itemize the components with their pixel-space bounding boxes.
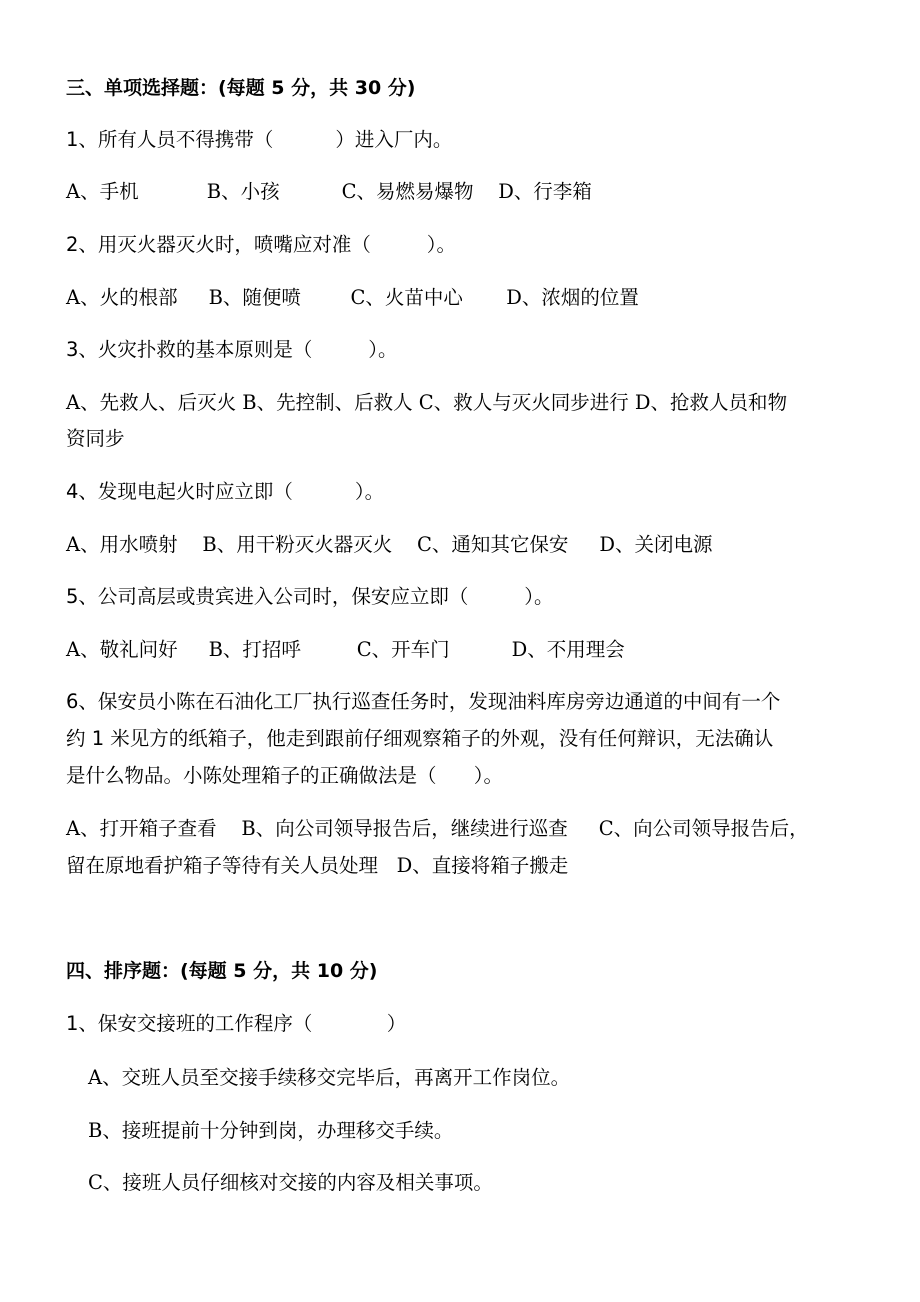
question-5-options: A、敬礼问好 B、打招呼 C、开车门 D、不用理会 bbox=[66, 638, 625, 661]
question-1-options: A、手机 B、小孩 C、易燃易爆物 D、行李箱 bbox=[66, 180, 592, 203]
ordering-item-b: B、接班提前十分钟到岗，办理移交手续。 bbox=[88, 1119, 454, 1142]
question-3-options-line-2: 资同步 bbox=[66, 427, 125, 450]
question-1-stem: 1、所有人员不得携带（ ）进入厂内。 bbox=[66, 128, 453, 151]
question-4-options: A、用水喷射 B、用干粉灭火器灭火 C、通知其它保安 D、关闭电源 bbox=[66, 533, 713, 556]
ordering-item-a: A、交班人员至交接手续移交完毕后，再离开工作岗位。 bbox=[88, 1066, 571, 1089]
question-3-options-line-1: A、先救人、后灭火 B、先控制、后救人 C、救人与灭火同步进行 D、抢救人员和物 bbox=[66, 391, 788, 414]
question-6-stem-line-3: 是什么物品。小陈处理箱子的正确做法是（ ）。 bbox=[66, 764, 503, 787]
ordering-item-c: C、接班人员仔细核对交接的内容及相关事项。 bbox=[88, 1171, 493, 1194]
section-4-heading: 四、排序题：(每题 5 分，共 10 分) bbox=[66, 960, 378, 982]
section-3-heading: 三、单项选择题：(每题 5 分，共 30 分) bbox=[66, 77, 416, 99]
question-4-stem: 4、发现电起火时应立即（ ）。 bbox=[66, 480, 385, 503]
question-2-stem: 2、用灭火器灭火时，喷嘴应对准（ ）。 bbox=[66, 233, 456, 256]
question-3-stem: 3、火灾扑救的基本原则是（ ）。 bbox=[66, 338, 398, 361]
question-6-options-line-2: 留在原地看护箱子等待有关人员处理 D、直接将箱子搬走 bbox=[66, 854, 569, 877]
question-2-options: A、火的根部 B、随便喷 C、火苗中心 D、浓烟的位置 bbox=[66, 286, 639, 309]
question-6-options-line-1: A、打开箱子查看 B、向公司领导报告后，继续进行巡查 C、向公司领导报告后， bbox=[66, 817, 809, 840]
ordering-question-1-stem: 1、保安交接班的工作程序（ ） bbox=[66, 1012, 407, 1035]
question-6-stem-line-2: 约 1 米见方的纸箱子，他走到跟前仔细观察箱子的外观，没有任何辩识，无法确认 bbox=[66, 727, 774, 750]
question-6-stem-line-1: 6、保安员小陈在石油化工厂执行巡查任务时，发现油料库房旁边通道的中间有一个 bbox=[66, 690, 781, 713]
question-5-stem: 5、公司高层或贵宾进入公司时，保安应立即（ ）。 bbox=[66, 585, 554, 608]
